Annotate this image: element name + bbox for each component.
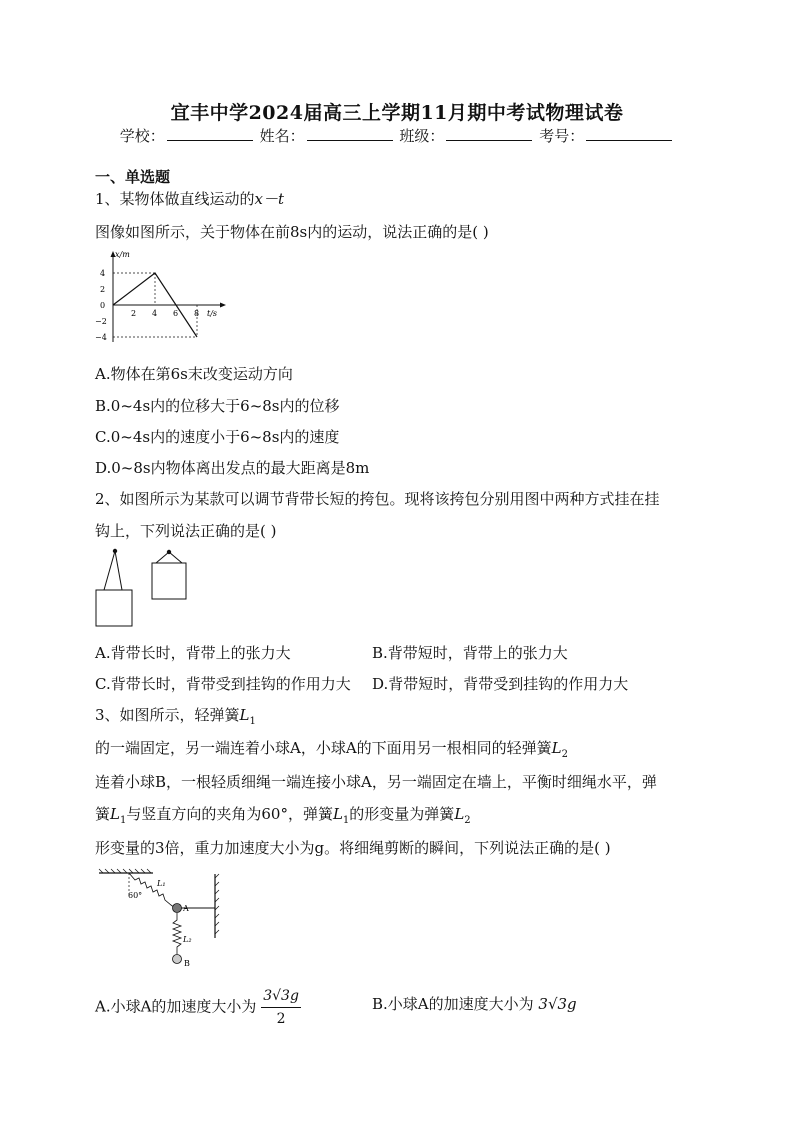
q3-optA-fraction xyxy=(261,985,301,1030)
fig-B-label: B xyxy=(184,959,190,968)
number-label: 考号： xyxy=(539,127,585,145)
x-tick-8: 8 xyxy=(194,309,200,318)
q3-optA-text: A.小球A的加速度大小为 xyxy=(95,997,257,1016)
y-tick-neg2: −2 xyxy=(95,317,107,326)
q3-stem-line4 xyxy=(95,803,471,826)
section-heading: 一、单选题 xyxy=(95,168,171,186)
x-tick-2: 2 xyxy=(131,309,137,318)
school-blank[interactable] xyxy=(167,126,253,141)
q1-option-a[interactable]: A.物体在第6s末改变运动方向 xyxy=(95,365,293,383)
name-label: 姓名： xyxy=(259,127,305,145)
student-info-row xyxy=(0,125,794,146)
q3-optB-text: B.小球A的加速度大小为 xyxy=(372,995,534,1013)
q1-xt-graph xyxy=(95,248,230,348)
y-tick-4: 4 xyxy=(100,269,106,278)
q3-L2-sub: 2 xyxy=(561,749,569,760)
q3-L2b-sub: 2 xyxy=(464,815,471,826)
q3-L1b-sub: 1 xyxy=(119,815,127,826)
q2-stem-line2: 钩上，下列说法正确的是( ) xyxy=(95,522,277,540)
q3-L1: L xyxy=(239,706,250,724)
q2-stem-line1: 2、如图所示为某款可以调节背带长短的挎包。现将该挎包分别用图中两种方式挂在挂 xyxy=(95,490,660,508)
q1-option-b[interactable]: B.0~4s内的位移大于6~8s内的位移 xyxy=(95,397,340,415)
q2-option-a[interactable]: A.背带长时，背带上的张力大 xyxy=(95,644,291,662)
q1-stem-line1 xyxy=(95,188,284,209)
q3-option-b[interactable] xyxy=(372,993,577,1014)
q1-option-c[interactable]: C.0~4s内的速度小于6~8s内的速度 xyxy=(95,428,340,446)
q1-stem-line2: 图像如图所示，关于物体在前8s内的运动，说法正确的是( ) xyxy=(95,223,489,241)
q3-stem-line2 xyxy=(95,737,568,760)
graph-x-label: t/s xyxy=(207,309,218,318)
class-label: 班级： xyxy=(399,127,445,145)
fig-L2-label: L₂ xyxy=(183,935,192,944)
q3-text4c: 的形变量为弹簧 xyxy=(349,805,455,823)
y-tick-2: 2 xyxy=(100,285,106,294)
y-tick-neg4: −4 xyxy=(95,333,107,342)
x-tick-4: 4 xyxy=(152,309,158,318)
q3-L1c-sub: 1 xyxy=(342,815,350,826)
q3-text4b: 与竖直方向的夹角为60°，弹簧 xyxy=(126,805,333,823)
q3-L1b: L xyxy=(110,805,120,823)
q3-spring-figure xyxy=(95,866,225,970)
q3-L2b: L xyxy=(454,805,465,823)
fig-angle-label: 60° xyxy=(128,891,143,900)
q3-optA-denominator: 2 xyxy=(276,1011,286,1027)
y-tick-0: 0 xyxy=(100,301,106,310)
q3-text4a: 簧 xyxy=(95,805,111,823)
q2-option-b[interactable]: B.背带短时，背带上的张力大 xyxy=(372,644,568,662)
fig-L1-label: L₁ xyxy=(157,879,166,888)
q3-text2: 的一端固定，另一端连着小球A，小球A的下面用另一根相同的轻弹簧 xyxy=(95,739,552,757)
x-tick-6: 6 xyxy=(173,309,179,318)
q3-optA-numerator: 3√3g xyxy=(261,985,301,1008)
page-title: 宜丰中学2024届高三上学期11月期中考试物理试卷 xyxy=(170,102,624,124)
number-blank[interactable] xyxy=(586,126,672,141)
q3-option-a[interactable] xyxy=(95,985,301,1030)
q1-option-d[interactable]: D.0~8s内物体离出发点的最大距离是8m xyxy=(95,459,370,477)
school-label: 学校： xyxy=(119,127,165,145)
q3-optB-value: 3√3g xyxy=(538,995,577,1013)
graph-y-label: x/m xyxy=(115,250,130,259)
q3-stem-line1 xyxy=(95,704,256,727)
fig-A-label: A xyxy=(183,904,189,913)
q2-bag-figure xyxy=(93,546,193,630)
q1-text: 1、某物体做直线运动的 xyxy=(95,190,255,208)
q3-L2: L xyxy=(551,739,562,757)
name-blank[interactable] xyxy=(307,126,393,141)
q2-option-d[interactable]: D.背带短时，背带受到挂钩的作用力大 xyxy=(372,675,629,693)
q3-L1-sub: 1 xyxy=(249,716,256,727)
q3-stem-line3: 连着小球B，一根轻质细绳一端连接小球A，另一端固定在墙上，平衡时细绳水平，弹 xyxy=(95,773,657,791)
q3-L1c: L xyxy=(332,805,343,823)
class-blank[interactable] xyxy=(446,126,532,141)
q3-text1: 3、如图所示，轻弹簧 xyxy=(95,706,240,724)
q1-expr: x－t xyxy=(254,190,285,208)
q2-option-c[interactable]: C.背带长时，背带受到挂钩的作用力大 xyxy=(95,675,351,693)
q3-stem-line5: 形变量的3倍，重力加速度大小为g。将细绳剪断的瞬间，下列说法正确的是( ) xyxy=(95,839,611,857)
